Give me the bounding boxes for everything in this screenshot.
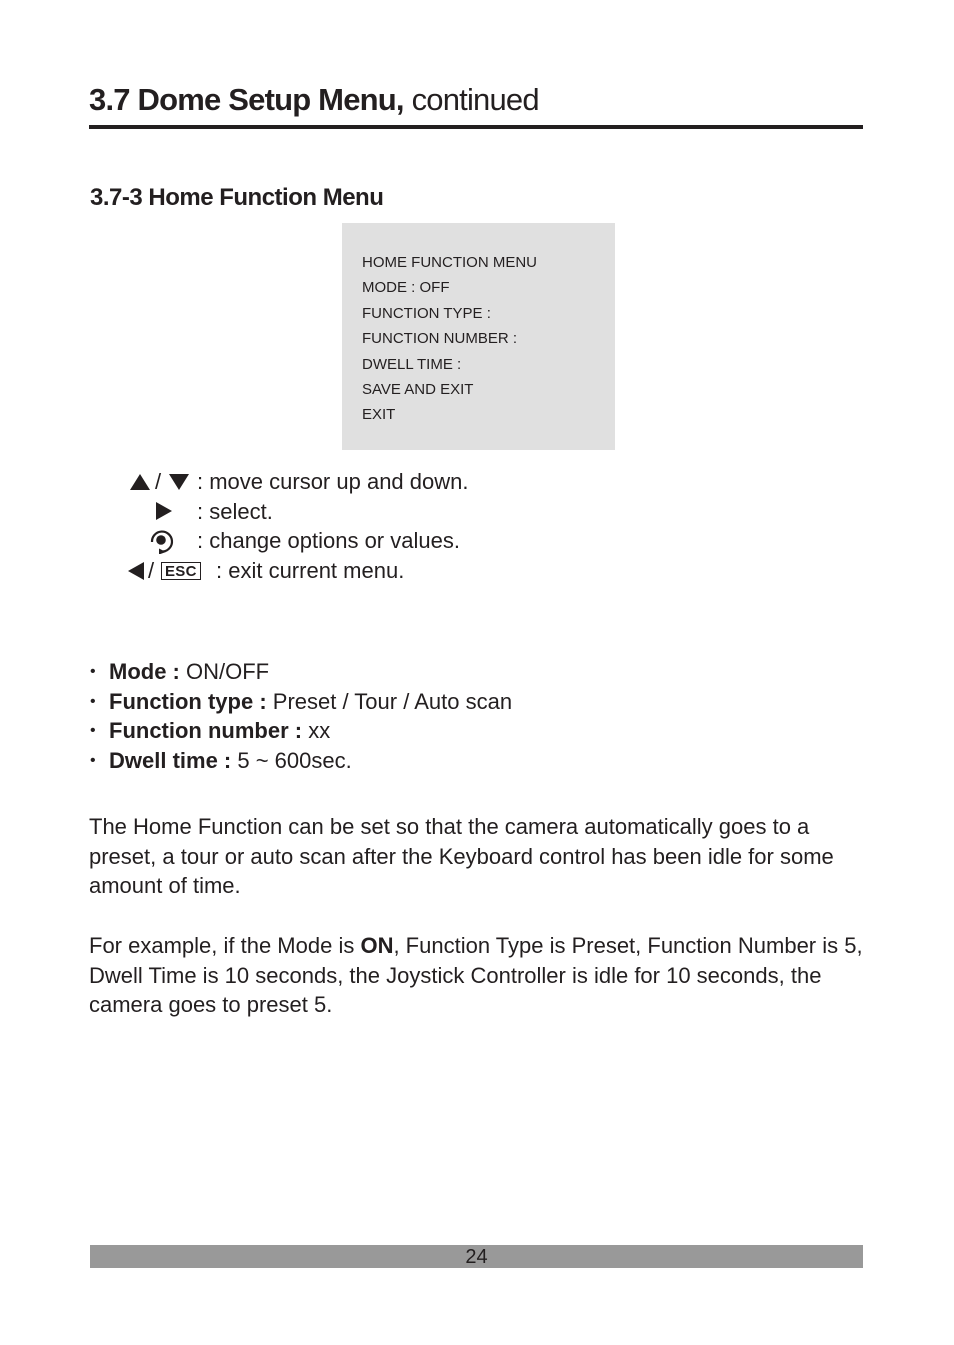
example-text-end: , Function Type is Preset, Function Number is 5, Dwell Time is 10 seconds, the Joystick Controller is idle for 10 seconds, the camera goes to preset 5. — [89, 933, 863, 1018]
key-row-rotate — [126, 526, 626, 556]
key-row-updown — [126, 467, 626, 497]
left-text: : exit current menu. — [216, 557, 405, 583]
example-text-start: For example, if the Mode is — [89, 933, 361, 958]
key-row-left — [126, 556, 626, 586]
menu-line-dwell-time: DWELL TIME : — [362, 355, 462, 373]
header-title-continued: continued — [411, 82, 539, 117]
left-arrow-icon — [128, 556, 144, 586]
header-rule — [89, 125, 863, 129]
menu-line-function-type: FUNCTION TYPE : — [362, 304, 491, 322]
bullet-value: xx — [302, 718, 331, 744]
section-heading: 3.7-3 Home Function Menu — [90, 184, 384, 211]
bullet-dot: • — [90, 692, 96, 710]
menu-line-save-and-exit: SAVE AND EXIT — [362, 381, 474, 399]
key-legend — [126, 467, 626, 585]
bullet-mode — [90, 657, 512, 687]
down-arrow-icon — [169, 467, 189, 497]
page-number: 24 — [465, 1246, 488, 1268]
menu-line-function-number: FUNCTION NUMBER : — [362, 330, 517, 348]
bullet-label: Mode : — [109, 659, 180, 684]
home-function-menu-box — [342, 223, 615, 450]
rotate-text: : change options or values. — [197, 528, 460, 554]
bullet-label: Function number : — [109, 718, 303, 744]
menu-line-mode: MODE : OFF — [362, 279, 450, 297]
example-mode-on: ON — [360, 933, 394, 958]
bullet-dot: • — [90, 722, 96, 740]
bullet-dot: • — [90, 663, 96, 680]
description-paragraph: The Home Function can be set so that the camera automatically goes to a preset, a tour or auto scan after the Keyboard control has been idle for some amount of time. — [89, 814, 834, 899]
bullet-value: ON/OFF — [179, 659, 270, 684]
header-title-bold: 3.7 Dome Setup Menu, — [89, 82, 404, 117]
right-arrow-icon — [156, 497, 172, 527]
left-separator: / — [148, 557, 155, 583]
updown-text: : move cursor up and down. — [197, 469, 469, 494]
menu-line-title: HOME FUNCTION MENU — [362, 254, 537, 271]
menu-line-exit: EXIT — [362, 406, 396, 424]
bullet-label: Dwell time : — [109, 747, 232, 773]
key-row-right — [126, 497, 626, 527]
bullet-dot: • — [90, 751, 96, 769]
esc-key-label: ESC — [161, 562, 201, 580]
right-text: : select. — [197, 498, 273, 524]
footer-bar — [90, 1245, 863, 1268]
example-paragraph — [89, 931, 869, 1020]
bullet-label: Function type : — [109, 688, 267, 714]
settings-bullet-list — [90, 657, 512, 775]
bullet-value: Preset / Tour / Auto scan — [266, 688, 513, 714]
up-arrow-icon — [130, 467, 150, 497]
bullet-function-number — [90, 716, 512, 746]
bullet-dwell-time — [90, 746, 512, 776]
esc-key-icon — [161, 556, 201, 586]
page-header-title — [89, 82, 539, 118]
bullet-function-type — [90, 687, 512, 717]
joystick-rotate-icon — [147, 526, 175, 556]
updown-separator: / — [155, 469, 162, 494]
bullet-value: 5 ~ 600sec. — [231, 747, 352, 773]
